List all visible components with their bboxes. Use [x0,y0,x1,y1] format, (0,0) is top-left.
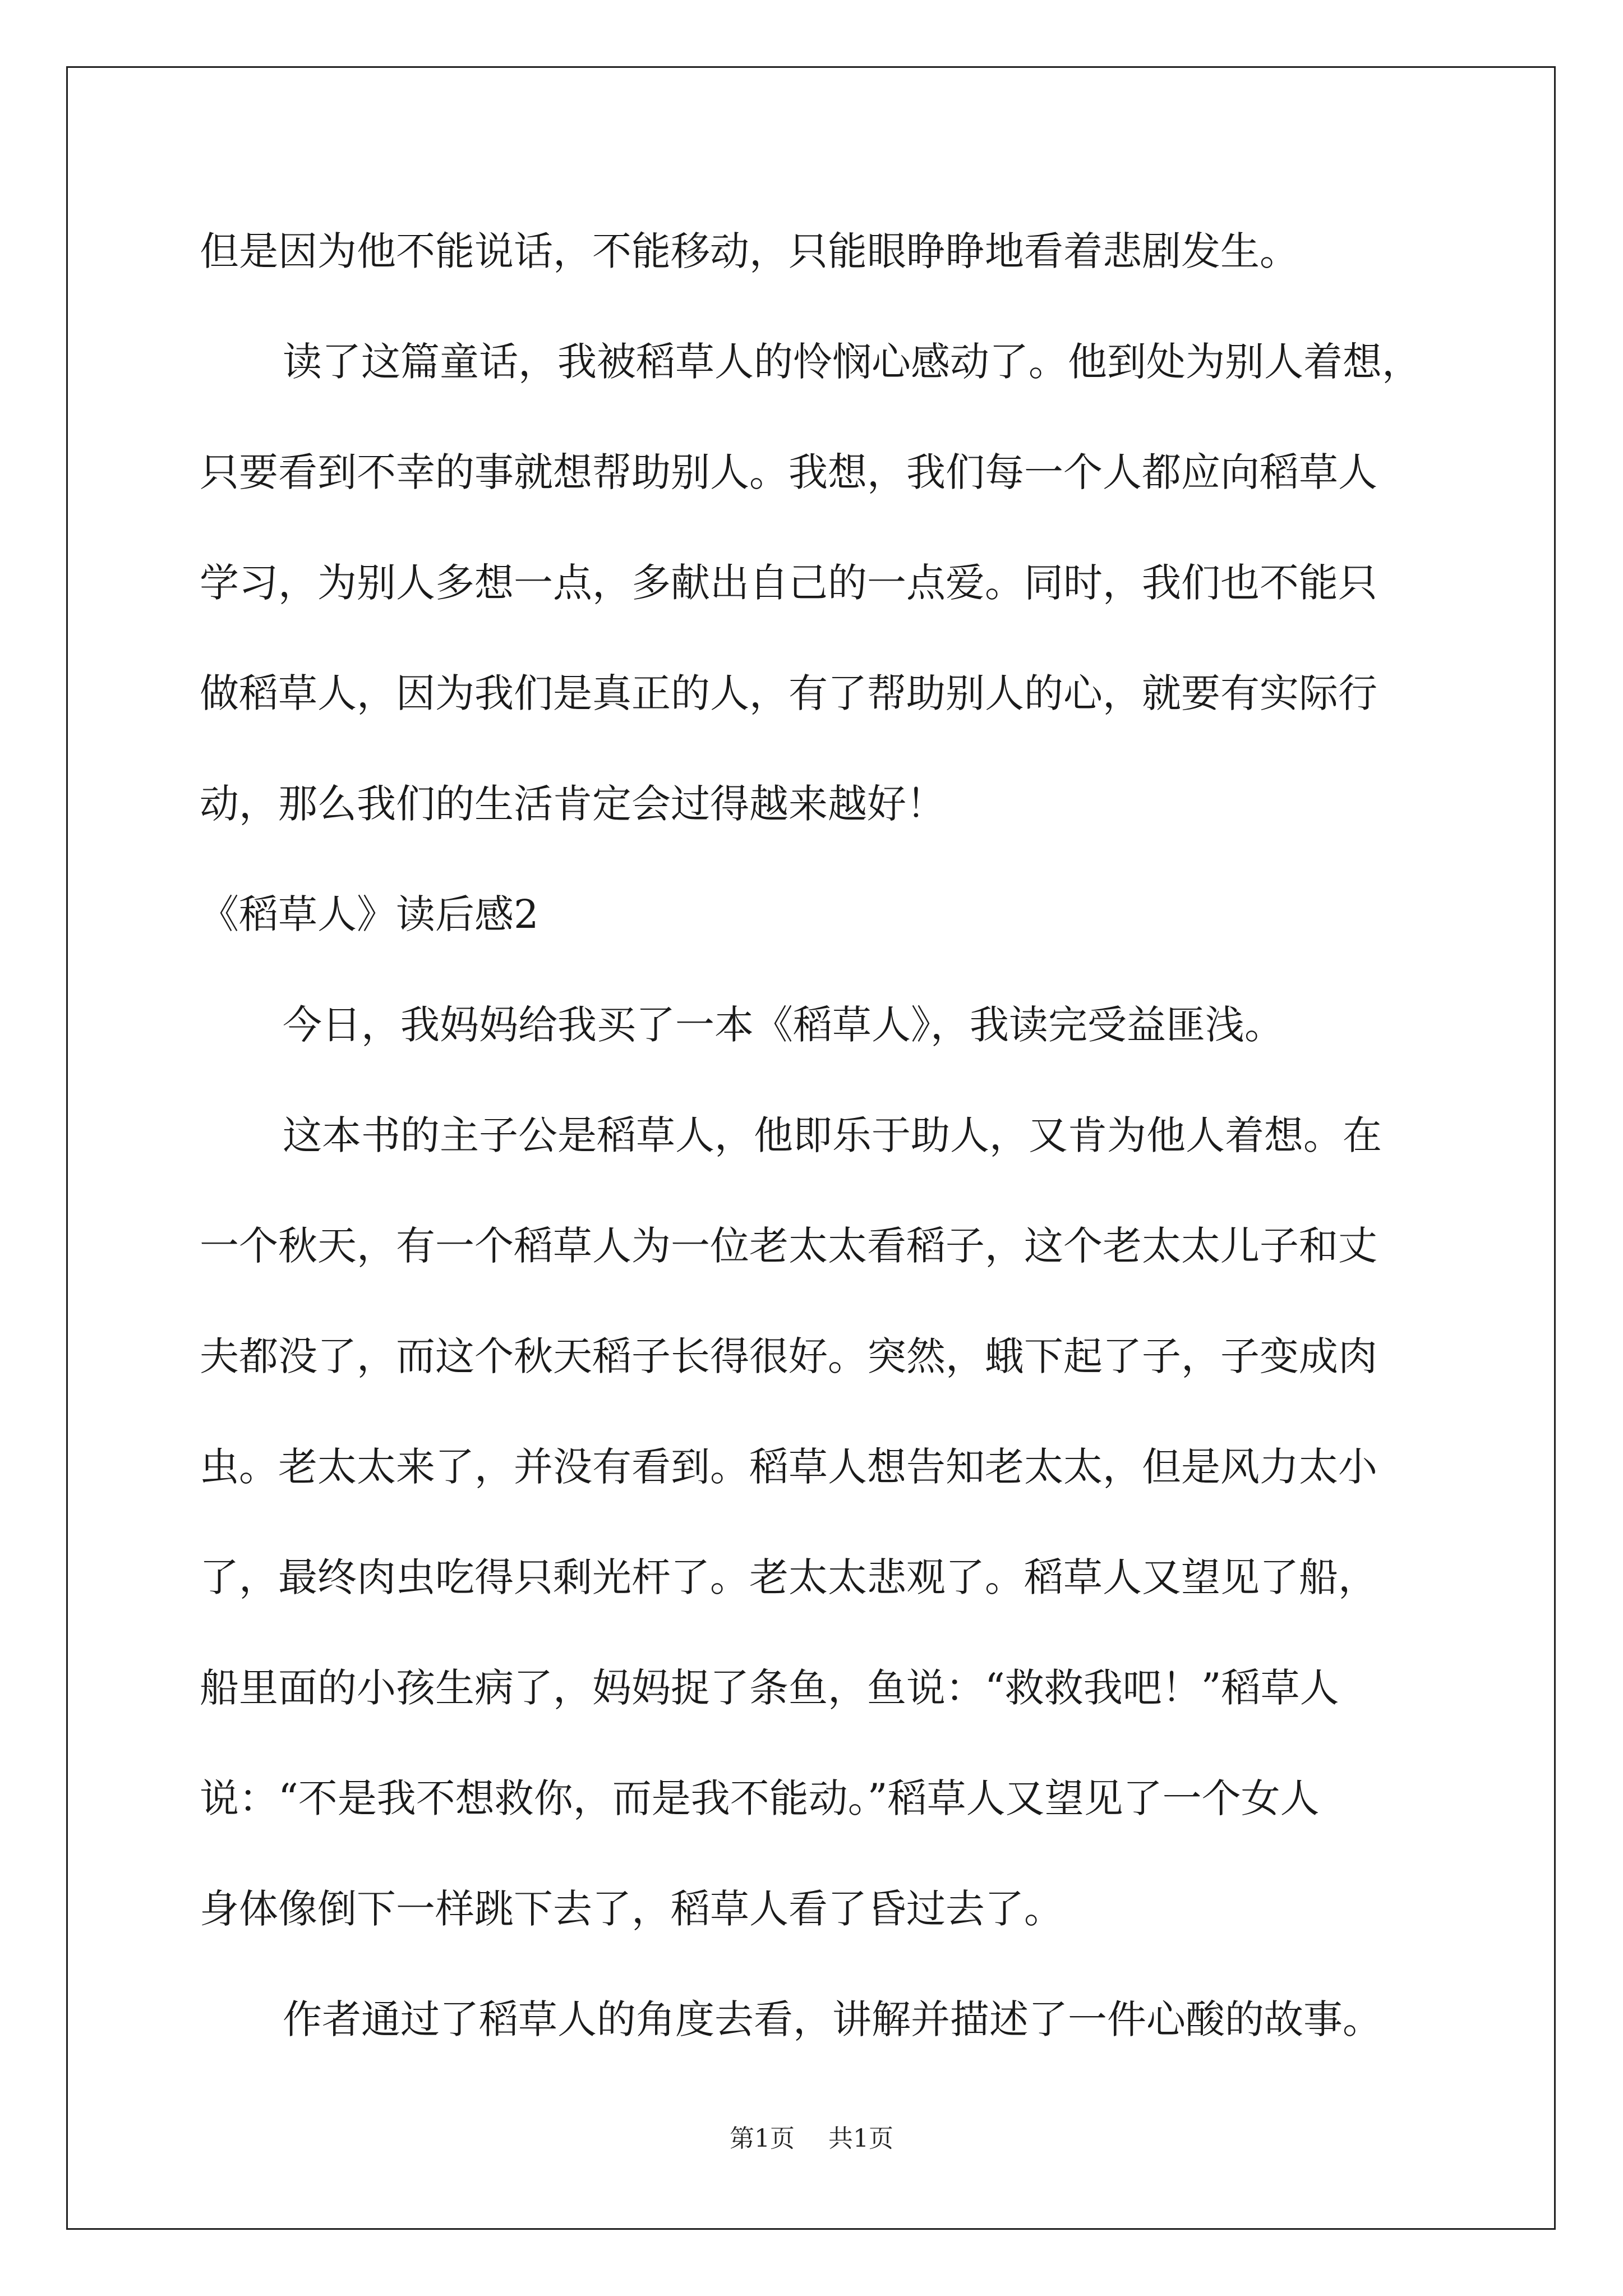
paragraph-line: 一个秋天，有一个稻草人为一位老太太看稻子，这个老太太儿子和丈 [200,1223,1377,1269]
paragraph-line: 学习，为别人多想一点，多献出自己的一点爱。同时，我们也不能只 [200,560,1377,606]
paragraph-line: 这本书的主子公是稻草人，他即乐于助人，又肯为他人着想。在 [283,1112,1382,1158]
paragraph-line: 说：“不是我不想救你，而是我不能动。”稻草人又望见了一个女人 [200,1775,1320,1821]
paragraph-line: 只要看到不幸的事就想帮助别人。我想，我们每一个人都应向稻草人 [200,449,1377,495]
paragraph-line: 身体像倒下一样跳下去了，稻草人看了昏过去了。 [200,1886,1063,1932]
paragraph-line: 做稻草人，因为我们是真正的人，有了帮助别人的心，就要有实际行 [200,670,1377,716]
paragraph-line: 今日，我妈妈给我买了一本《稻草人》，我读完受益匪浅。 [283,1002,1284,1048]
paragraph-line: 动，那么我们的生活肯定会过得越来越好！ [200,781,946,827]
page-footer [0,2118,1623,2154]
document-body [200,196,1428,2075]
page-number: 第1页 [730,2124,795,2153]
paragraph-line: 读了这篇童话，我被稻草人的怜悯心感动了。他到处为别人着想， [283,339,1421,385]
paragraph-line: 船里面的小孩生病了，妈妈捉了条鱼，鱼说：“救救我吧！”稻草人 [200,1665,1339,1711]
paragraph-line: 夫都没了，而这个秋天稻子长得很好。突然，蛾下起了子，子变成肉 [200,1333,1377,1379]
page-total: 共1页 [828,2124,893,2153]
paragraph-line: 作者通过了稻草人的角度去看，讲解并描述了一件心酸的故事。 [283,1996,1382,2042]
paragraph-line: 了，最终肉虫吃得只剩光杆了。老太太悲观了。稻草人又望见了船， [200,1554,1377,1600]
paragraph-line: 但是因为他不能说话，不能移动，只能眼睁睁地看着悲剧发生。 [200,228,1299,274]
section-heading: 《稻草人》读后感2 [200,891,539,937]
paragraph-line: 虫。老太太来了，并没有看到。稻草人想告知老太太，但是风力太小 [200,1444,1377,1490]
